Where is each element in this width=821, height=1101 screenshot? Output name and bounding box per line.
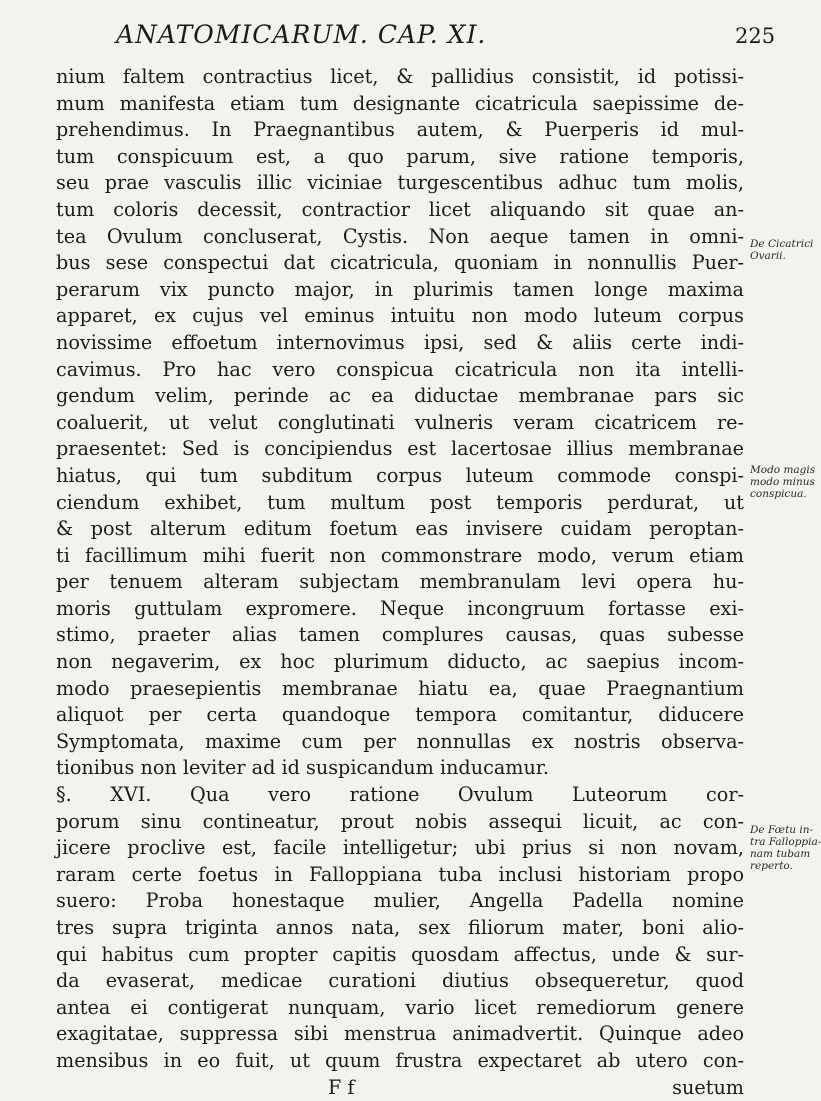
signature-mark: F f [328, 1075, 355, 1099]
text-line: porum sinu contineatur, prout nobis assequi licuit, ac con- [56, 809, 744, 833]
margin-note-line: De Fœtu in- [750, 824, 814, 836]
text-line: antea ei contigerat nunquam, vario licet remediorum genere [56, 995, 744, 1019]
text-line: ciendum exhibet, tum multum post temporis perdurat, ut [56, 490, 744, 514]
text-line: novissime effoetum internovimus ipsi, sed & aliis certe indi- [56, 330, 744, 354]
text-line: tea Ovulum concluserat, Cystis. Non aeque tamen in omni- [56, 224, 744, 248]
margin-note-line: De Cicatrici [750, 238, 814, 250]
text-line: Symptomata, maxime cum per nonnullas ex nostris observa- [56, 729, 744, 753]
text-line: prehendimus. In Praegnantibus autem, & Puerperis id mul- [56, 118, 744, 142]
text-line: tum coloris decessit, contractior licet aliquando sit quae an- [56, 197, 744, 221]
margin-note-line: Ovarii. [750, 250, 786, 262]
margin-note-line: modo minus [750, 476, 815, 488]
text-line: exagitatae, suppressa sibi menstrua animadvertit. Quinque adeo [56, 1022, 744, 1046]
text-line: seu prae vasculis illic viciniae turgescentibus adhuc tum molis, [56, 171, 744, 195]
text-line: mensibus in eo fuit, ut quum frustra expectaret ab utero con- [56, 1048, 744, 1072]
margin-note-line: reperto. [750, 860, 793, 872]
text-line: bus sese conspectui dat cicatricula, quoniam in nonnullis Puer- [56, 251, 744, 275]
text-line: tum conspicuum est, a quo parum, sive ratione temporis, [56, 144, 744, 168]
text-line: suero: Proba honestaque mulier, Angella Padella nomine [56, 889, 744, 913]
page-header [0, 14, 801, 54]
margin-note-modo-magis [750, 464, 816, 500]
margin-note-line: tra Falloppia- [750, 836, 821, 848]
signature-line [56, 1075, 744, 1101]
text-line: tres supra triginta annos nata, sex filiorum mater, boni alio- [56, 916, 744, 939]
margin-note-line: Modo magis [750, 464, 816, 476]
text-line: per tenuem alteram subjectam membranulam levi opera hu- [56, 570, 744, 594]
text-line: §. XVI. Qua vero ratione Ovulum Luteorum cor- [56, 783, 744, 807]
text-line: & post alterum editum foetum eas invisere cuidam peroptan- [56, 517, 744, 541]
text-line: stimo, praeter alias tamen complures causas, quas subesse [56, 623, 744, 647]
text-line: cavimus. Pro hac vero conspicua cicatricula non ita intelli- [56, 357, 744, 381]
text-line: nium faltem contractius licet, & pallidius consistit, id potissi- [56, 65, 744, 88]
text-line: perarum vix puncto major, in plurimis tamen longe maxima [56, 277, 744, 301]
text-line: ti facillimum mihi fuerit non commonstrare modo, verum etiam [56, 543, 744, 567]
text-line: qui habitus cum propter capitis quosdam affectus, unde & sur- [56, 942, 744, 966]
text-line: apparet, ex cujus vel eminus intuitu non modo luteum corpus [56, 304, 744, 328]
text-line: non negaverim, ex hoc plurimum diducto, ac saepius incom- [56, 650, 744, 674]
text-line: jicere proclive est, facile intelligetur; ubi prius si non novam, [56, 836, 744, 860]
text-line: da evaserat, medicae curationi diutius obsequeretur, quod [56, 969, 744, 993]
text-line: praesentet: Sed is concipiendus est lacertosae illius membranae [56, 437, 744, 461]
margin-note-line: conspicua. [750, 488, 807, 500]
body-text [56, 64, 744, 1101]
text-line: aliquot per certa quandoque tempora comitantur, diducere [56, 703, 744, 727]
text-line: modo praesepientis membranae hiatu ea, quae Praegnantium [56, 676, 744, 700]
text-line: hiatus, qui tum subditum corpus luteum commode conspi- [56, 463, 744, 487]
catchword: suetum [672, 1075, 744, 1099]
text-line: raram certe foetus in Falloppiana tuba inclusi historiam propo [56, 862, 744, 886]
text-line: moris guttulam expromere. Neque incongruum fortasse exi- [56, 596, 744, 620]
page-number: 225 [735, 24, 776, 48]
text-line: mum manifesta etiam tum designante cicatricula saepissime de- [56, 91, 744, 115]
margin-note-line: nam tubam [750, 848, 811, 860]
margin-note-de-foetu [750, 824, 821, 872]
text-line: tionibus non leviter ad id suspicandum inducamur. [56, 756, 549, 780]
margin-note-de-cicatrici [750, 238, 814, 262]
running-head: ANATOMICARUM. CAP. XI. [116, 20, 487, 49]
text-line: gendum velim, perinde ac ea diductae membranae pars sic [56, 384, 744, 408]
text-line: coaluerit, ut velut conglutinati vulneris veram cicatricem re- [56, 410, 744, 434]
